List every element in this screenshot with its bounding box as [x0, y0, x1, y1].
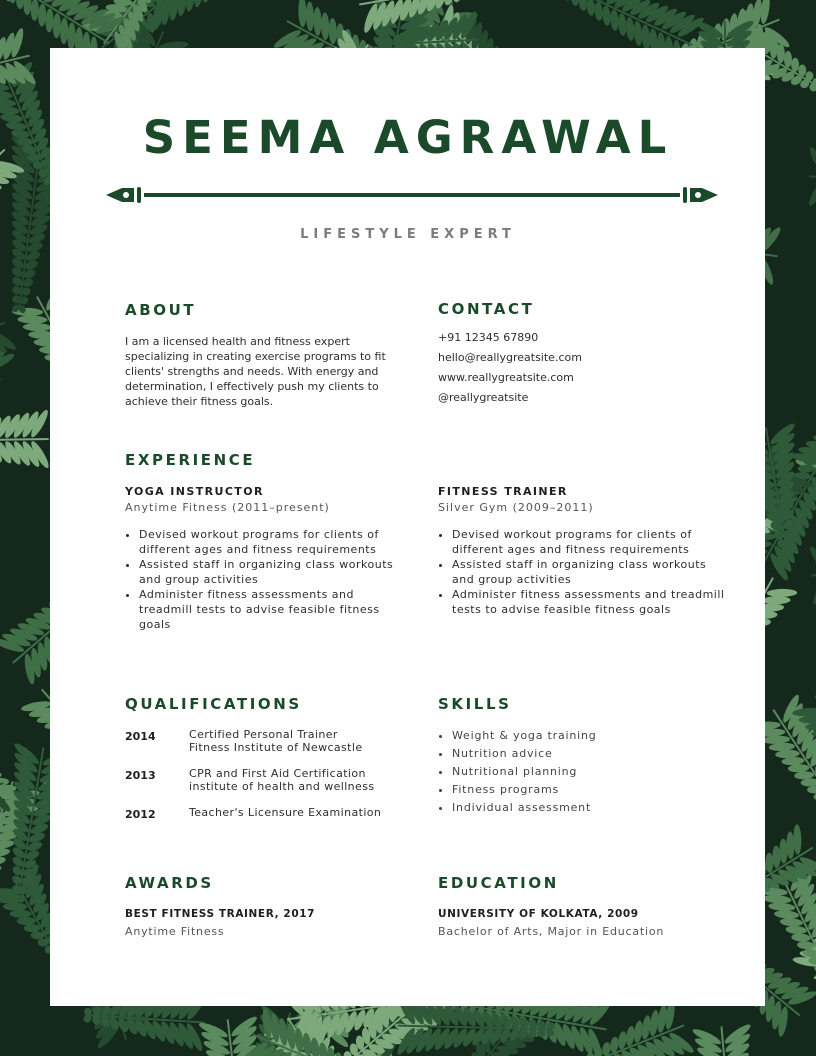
list-item: • Devised workout programs for clients of different ages and fitness requirements: [139, 527, 409, 557]
resume-name: SEEMA AGRAWAL: [142, 111, 674, 164]
qualification-institution: institute of health and wellness: [189, 780, 375, 793]
contact-social[interactable]: @reallygreatsite: [438, 391, 529, 404]
contact-website[interactable]: www.reallygreatsite.com: [438, 371, 574, 384]
qualification-title: Teacher's Licensure Examination: [189, 806, 382, 819]
job-title: YOGA INSTRUCTOR: [125, 485, 264, 498]
list-item: • Assisted staff in organizing class workouts and group activities: [139, 557, 409, 587]
list-item: • Fitness programs: [452, 781, 722, 799]
job-place: Anytime Fitness (2011–present): [125, 501, 330, 514]
qualification-year: 2012: [125, 808, 156, 821]
list-item: • Administer fitness assessments and treadmill tests to advise feasible fitness goals: [452, 587, 727, 617]
contact-heading: CONTACT: [438, 300, 535, 318]
job-duties-list: [438, 527, 727, 617]
job-place: Silver Gym (2009–2011): [438, 501, 594, 514]
list-item: • Administer fitness assessments and treadmill tests to advise feasible fitness goals: [139, 587, 409, 632]
list-item: • Individual assessment: [452, 799, 722, 817]
resume-role: LIFESTYLE EXPERT: [300, 227, 516, 242]
qualification-year: 2014: [125, 730, 156, 743]
education-degree: Bachelor of Arts, Major in Education: [438, 925, 665, 938]
experience-heading: EXPERIENCE: [125, 451, 256, 469]
education-institution: UNIVERSITY OF KOLKATA, 2009: [438, 908, 639, 920]
list-item: • Weight & yoga training: [452, 727, 722, 745]
award-organization: Anytime Fitness: [125, 925, 225, 938]
qualification-year: 2013: [125, 769, 156, 782]
about-text: I am a licensed health and fitness expert specializing in creating exercise programs to fit clients' strengths and needs. With energy and determination, I effectively push my clients to achieve their fitness goals.: [125, 335, 386, 408]
list-item: • Assisted staff in organizing class workouts and group activities: [452, 557, 727, 587]
job-duties-list: [125, 527, 409, 632]
list-item: • Nutritional planning: [452, 763, 722, 781]
list-item: • Nutrition advice: [452, 745, 722, 763]
qualification-title: Certified Personal Trainer: [189, 728, 338, 741]
skills-list: [438, 727, 722, 817]
contact-phone[interactable]: +91 12345 67890: [438, 331, 539, 344]
qualification-institution: Fitness Institute of Newcastle: [189, 741, 363, 754]
job-title: FITNESS TRAINER: [438, 485, 568, 498]
award-title: BEST FITNESS TRAINER, 2017: [125, 908, 316, 920]
qualification-title: CPR and First Aid Certification: [189, 767, 366, 780]
awards-heading: AWARDS: [125, 874, 214, 892]
contact-email[interactable]: hello@reallygreatsite.com: [438, 351, 582, 364]
skills-heading: SKILLS: [438, 695, 512, 713]
qualifications-heading: QUALIFICATIONS: [125, 695, 302, 713]
education-heading: EDUCATION: [438, 874, 559, 892]
ornamental-divider: [104, 182, 720, 208]
list-item: • Devised workout programs for clients of different ages and fitness requirements: [452, 527, 727, 557]
about-heading: ABOUT: [125, 301, 197, 319]
